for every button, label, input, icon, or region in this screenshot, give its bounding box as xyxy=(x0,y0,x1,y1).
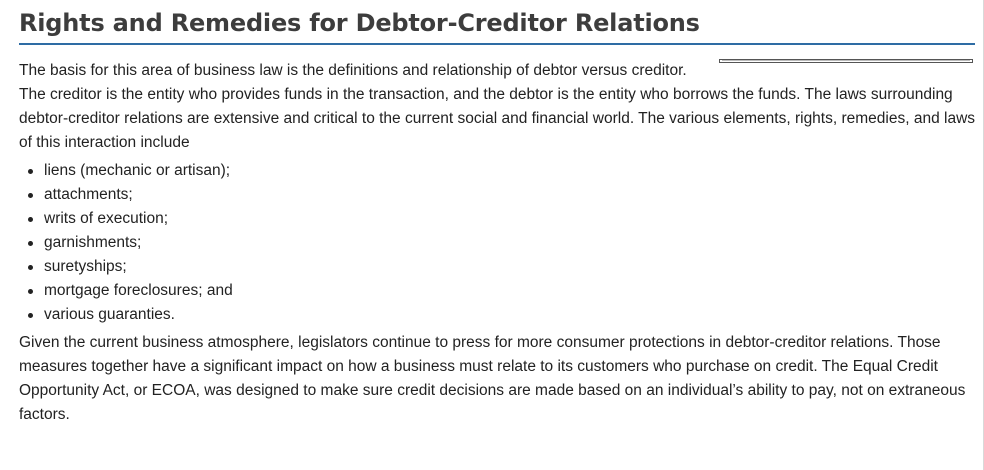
list-item xyxy=(19,207,975,231)
list-item xyxy=(19,279,975,303)
bullet-icon xyxy=(28,217,33,222)
list-item-text: garnishments; xyxy=(44,234,142,251)
remedies-list xyxy=(19,159,975,327)
bullet-icon xyxy=(28,193,33,198)
intro-line: The basis for this area of business law is the definitions and relationship of debtor versus creditor. xyxy=(19,62,687,79)
list-item xyxy=(19,159,975,183)
bullet-icon xyxy=(28,265,33,270)
list-item xyxy=(19,183,975,207)
bullet-icon xyxy=(28,289,33,294)
list-item-text: suretyships; xyxy=(44,258,127,275)
list-item xyxy=(19,231,975,255)
embedded-frame-inner xyxy=(722,60,970,61)
intro-paragraph: The creditor is the entity who provides funds in the transaction, and the debtor is the entity who borrows the funds. The laws surrounding debtor-creditor relations are extensive and critical to the current social and financial world. The various elements, rights, remedies, and laws of this interaction include xyxy=(19,86,976,151)
bullet-icon xyxy=(28,169,33,174)
page-title: Rights and Remedies for Debtor-Creditor Relations xyxy=(19,9,700,37)
bullet-icon xyxy=(28,241,33,246)
bullet-icon xyxy=(28,313,33,318)
list-item-text: various guaranties. xyxy=(44,306,175,323)
list-item-text: attachments; xyxy=(44,186,133,203)
list-item xyxy=(19,255,975,279)
title-divider xyxy=(19,43,975,45)
list-item-text: writs of execution; xyxy=(44,210,169,227)
list-item xyxy=(19,303,975,327)
article xyxy=(19,0,975,427)
closing-paragraph: Given the current business atmosphere, legislators continue to press for more consumer protections in debtor-creditor relations. Those measures together have a significant impact on how a business must relate to its customers who purchase on credit. The Equal Credit Opportunity Act, or ECOA, was designed to make sure credit decisions are made based on an individual’s ability to pay, not on extraneous factors. xyxy=(19,334,966,423)
list-item-text: liens (mechanic or artisan); xyxy=(44,162,231,179)
embedded-frame xyxy=(719,59,973,63)
list-item-text: mortgage foreclosures; and xyxy=(44,282,233,299)
